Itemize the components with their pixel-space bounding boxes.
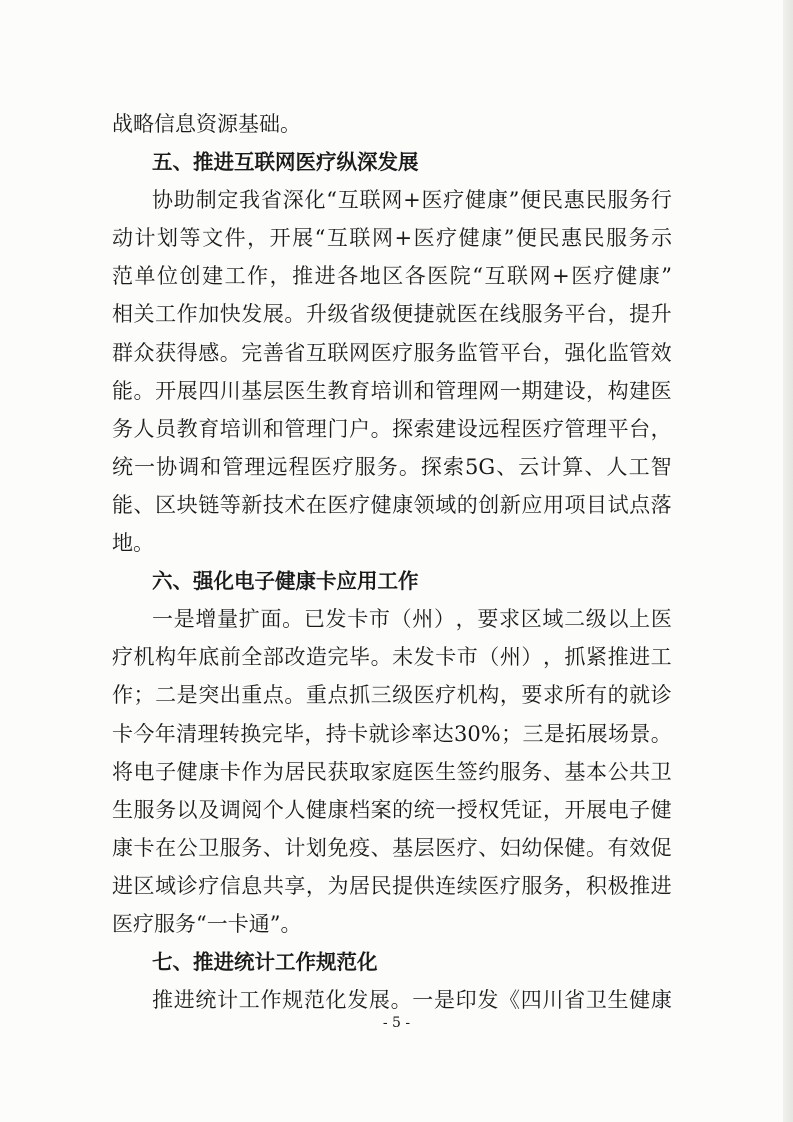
text-line: 务 人 员 教 育 培 训 和 管 理 门 户 。 探 索 建 设 远 程 医 疗 管 理 平 台 ， xyxy=(112,416,672,441)
text-line: 康 卡 在 公 卫 服 务 、 计 划 免 疫 、 基 层 医 疗 、 妇 幼 保 健 。 有 效 促 xyxy=(112,835,672,860)
text-line: 地。 xyxy=(112,531,154,556)
text-line: 能 、 区 块 链 等 新 技 术 在 医 疗 健 康 领 域 的 创 新 应 用 项 目 试 点 落 xyxy=(112,492,672,517)
text-line: 医疗服务“一卡通”。 xyxy=(112,911,302,936)
page-number: - 5 - xyxy=(382,1015,411,1031)
text-line: 战略信息资源基础。 xyxy=(112,112,301,136)
text-line: 范 单 位 创 建 工 作 ， 推 进 各 地 区 各 医 院 “ 互 联 网 + 医 疗 健 康 ” xyxy=(112,264,672,289)
text-line: 作 ； 二 是 突 出 重 点 。 重 点 抓 三 级 医 疗 机 构 ， 要 求 所 有 的 就 诊 xyxy=(112,683,672,708)
text-line: 将 电 子 健 康 卡 作 为 居 民 获 取 家 庭 医 生 签 约 服 务 、 基 本 公 共 卫 xyxy=(112,759,672,784)
text-line: 生 服 务 以 及 调 阅 个 人 健 康 档 案 的 统 一 授 权 凭 证 ， 开 展 电 子 健 xyxy=(112,797,672,822)
text-line: 一 是 增 量 扩 面 。 已 发 卡 市 （ 州 ） ， 要 求 区 域 二 级 以 上 医 xyxy=(152,607,672,632)
text-line: 进 区 域 诊 疗 信 息 共 享 ， 为 居 民 提 供 连 续 医 疗 服 务 ， 积 极 推 进 xyxy=(112,873,672,898)
text-line: 能 。 开 展 四 川 基 层 医 生 教 育 培 训 和 管 理 网 一 期 建 设 ， 构 建 医 xyxy=(112,378,672,403)
section-heading: 五、推进互联网医疗纵深发展 xyxy=(152,150,419,175)
text-line: 统 一 协 调 和 管 理 远 程 医 疗 服 务 。 探 索 5G 、 云 计 算 、 人 工 智 xyxy=(112,454,672,479)
text-line: 卡 今 年 清 理 转 换 完 毕 ， 持 卡 就 诊 率 达 30% ； 三 是 拓 展 场 景 。 xyxy=(112,721,672,746)
section-heading: 七、推进统计工作规范化 xyxy=(152,950,378,975)
text-line: 推 进 统 计 工 作 规 范 化 发 展 。 一 是 印 发 《 四 川 省 卫 生 健 康 xyxy=(152,988,672,1013)
section-heading: 六、强化电子健康卡应用工作 xyxy=(152,569,419,594)
text-line: 相 关 工 作 加 快 发 展 。 升 级 省 级 便 捷 就 医 在 线 服 务 平 台 ， 提 升 xyxy=(112,302,672,327)
scan-edge xyxy=(783,0,793,1122)
text-line: 协 助 制 定 我 省 深 化 “ 互 联 网 + 医 疗 健 康 ” 便 民 惠 民 服 务 行 xyxy=(152,188,672,213)
text-line: 动 计 划 等 文 件 ， 开 展 “ 互 联 网 + 医 疗 健 康 ” 便 民 惠 民 服 务 示 xyxy=(112,226,672,251)
text-line: 疗 机 构 年 底 前 全 部 改 造 完 毕 。 未 发 卡 市 （ 州 ） ， 抓 紧 推 进 工 xyxy=(112,645,672,670)
document-body xyxy=(112,105,672,1019)
text-line: 群 众 获 得 感 。 完 善 省 互 联 网 医 疗 服 务 监 管 平 台 ， 强 化 监 管 效 xyxy=(112,340,672,365)
